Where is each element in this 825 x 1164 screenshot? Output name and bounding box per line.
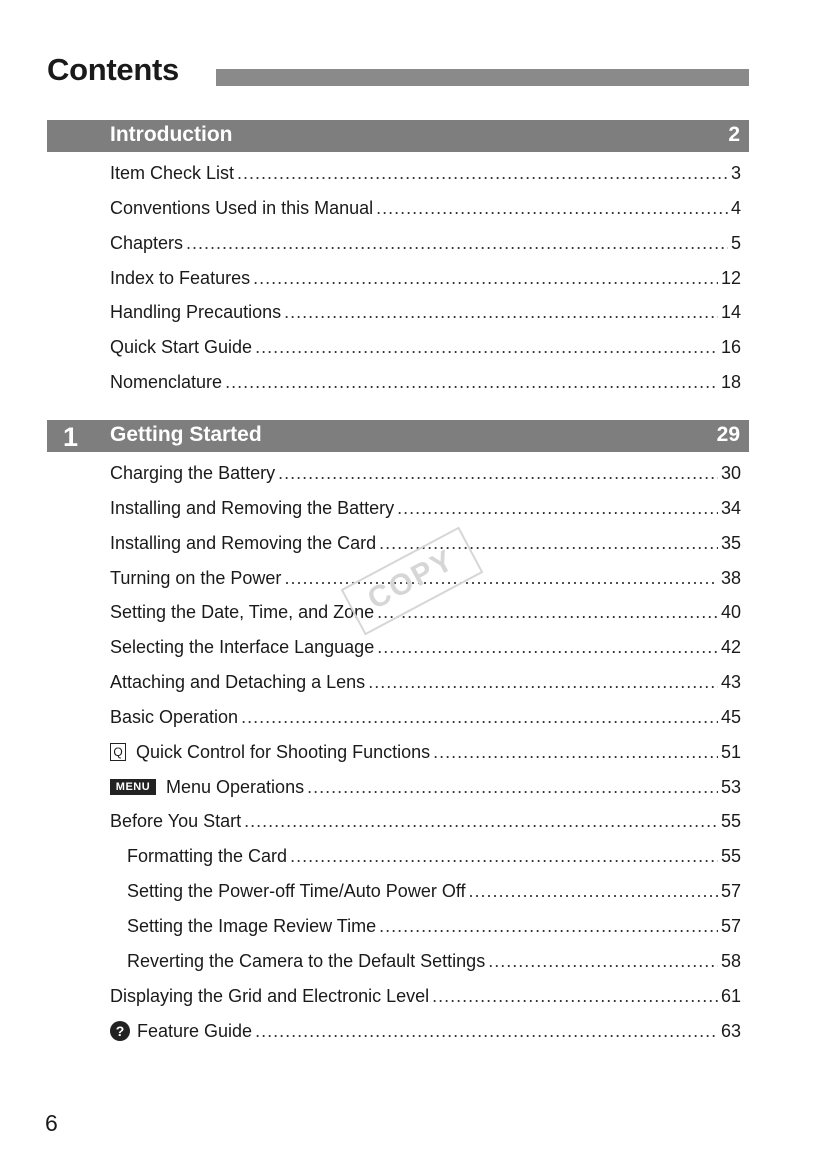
toc-entry-label: Selecting the Interface Language: [110, 637, 375, 658]
toc-entry[interactable]: [110, 197, 741, 232]
toc-list-introduction: [110, 162, 741, 406]
section-page: 2: [728, 123, 740, 146]
toc-entry[interactable]: [110, 497, 741, 532]
toc-entry-label: Quick Control for Shooting Functions: [136, 741, 431, 762]
toc-entry-label-with-icon: [110, 776, 304, 798]
toc-entry-label: Nomenclature: [110, 372, 223, 393]
toc-entry-page: 51: [720, 741, 741, 762]
leader-dots: [186, 232, 728, 254]
quick-control-icon: Q: [110, 743, 126, 761]
toc-entry-label: Setting the Image Review Time: [127, 915, 377, 936]
toc-entry-label: Charging the Battery: [110, 463, 276, 483]
toc-entry[interactable]: [110, 1020, 741, 1055]
toc-entry[interactable]: [110, 232, 741, 267]
toc-entry-label: Item Check List: [110, 163, 235, 183]
toc-entry[interactable]: [110, 776, 741, 811]
toc-entry-page: 45: [720, 706, 741, 727]
toc-entry-label: Handling Precautions: [110, 302, 282, 323]
leader-dots: [432, 985, 718, 1007]
toc-entry-page: 35: [720, 532, 741, 553]
section-title: Getting Started: [110, 423, 262, 446]
toc-entry-label: Index to Features: [110, 267, 251, 288]
toc-entry-label: Installing and Removing the Card: [110, 532, 377, 553]
toc-entry-label: Chapters: [110, 232, 184, 253]
toc-entry-label: Reverting the Camera to the Default Settings: [127, 950, 486, 971]
leader-dots: [244, 810, 718, 832]
toc-entry-page: 61: [720, 985, 741, 1006]
toc-entry[interactable]: [110, 601, 741, 636]
toc-entry[interactable]: [110, 706, 741, 741]
toc-entry[interactable]: [110, 985, 741, 1020]
toc-entry[interactable]: [110, 810, 741, 845]
toc-entry-label: Quick Start Guide: [110, 337, 253, 358]
toc-entry-page: 55: [720, 846, 741, 867]
toc-entry-page: 63: [720, 1020, 741, 1041]
toc-entry-label: Attaching and Detaching a Lens: [110, 672, 366, 693]
toc-entry[interactable]: [110, 162, 741, 197]
section-header-getting-started[interactable]: [47, 420, 749, 452]
toc-entry-page: 14: [720, 302, 741, 323]
toc-entry-page: 4: [730, 197, 741, 218]
toc-subentry[interactable]: [110, 880, 741, 915]
toc-entry-page: 38: [720, 567, 741, 588]
toc-entry[interactable]: [110, 301, 741, 336]
toc-entry[interactable]: [110, 636, 741, 671]
section-title: Introduction: [110, 123, 233, 146]
toc-subentry[interactable]: [110, 915, 741, 950]
toc-entry-label: Setting the Power-off Time/Auto Power Off: [127, 881, 466, 902]
section-header-introduction[interactable]: [47, 120, 749, 152]
toc-entry-page: 18: [720, 372, 741, 393]
toc-entry-label-with-icon: [110, 1020, 252, 1042]
toc-entry-label: Installing and Removing the Battery: [110, 497, 395, 518]
copy-watermark: COPY: [341, 527, 484, 636]
leader-dots: [255, 1020, 718, 1042]
leader-dots: [307, 776, 718, 798]
toc-entry-page: 57: [720, 915, 741, 936]
toc-entry-page: 42: [720, 637, 741, 658]
toc-entry[interactable]: [110, 741, 741, 776]
leader-dots: [376, 197, 728, 219]
toc-entry-label: Before You Start: [110, 811, 242, 832]
toc-entry[interactable]: [110, 462, 741, 497]
leader-dots: [237, 162, 728, 184]
section-number: 1: [63, 422, 79, 452]
toc-entry-label: Menu Operations: [166, 776, 305, 797]
leader-dots: [284, 301, 718, 323]
toc-entry-label: Formatting the Card: [127, 846, 288, 867]
leader-dots: [488, 950, 718, 972]
toc-entry-page: 5: [730, 232, 741, 253]
toc-entry-page: 16: [720, 337, 741, 358]
toc-entry-page: 55: [720, 811, 741, 832]
toc-entry-label: Displaying the Grid and Electronic Level: [110, 985, 430, 1006]
toc-entry-page: 43: [720, 672, 741, 693]
leader-dots: [397, 497, 718, 519]
toc-entry[interactable]: [110, 671, 741, 706]
leader-dots: [433, 741, 718, 763]
leader-dots: [379, 915, 718, 937]
toc-entry[interactable]: [110, 336, 741, 371]
toc-subentry[interactable]: [110, 845, 741, 880]
toc-entry-page: 3: [730, 163, 741, 183]
menu-icon: MENU: [110, 779, 156, 795]
toc-entry-label: Feature Guide: [137, 1020, 253, 1041]
leader-dots: [253, 267, 718, 289]
page-number: 6: [45, 1110, 58, 1136]
leader-dots: [377, 601, 718, 623]
toc-entry-page: 57: [720, 881, 741, 902]
toc-entry-page: 30: [720, 463, 741, 483]
toc-subentry[interactable]: [110, 950, 741, 985]
contents-header: [47, 52, 749, 96]
leader-dots: [377, 636, 718, 658]
leader-dots: [368, 671, 718, 693]
toc-entry-label: Setting the Date, Time, and Zone: [110, 602, 375, 623]
feature-guide-icon: ?: [110, 1021, 130, 1041]
leader-dots: [278, 462, 718, 484]
section-page: 29: [716, 423, 740, 446]
leader-dots: [469, 880, 718, 902]
title-rule: [216, 69, 749, 86]
toc-entry-page: 53: [720, 776, 741, 797]
toc-entry[interactable]: [110, 371, 741, 406]
toc-entry-label: Turning on the Power: [110, 567, 282, 588]
toc-entry-label: Conventions Used in this Manual: [110, 197, 374, 218]
toc-entry-label: Basic Operation: [110, 706, 239, 727]
leader-dots: [290, 845, 718, 867]
page-title: Contents: [47, 52, 179, 87]
toc-entry[interactable]: [110, 267, 741, 302]
toc-entry-page: 12: [720, 267, 741, 288]
toc-entry-label-with-icon: [110, 741, 430, 763]
leader-dots: [241, 706, 718, 728]
toc-entry-page: 40: [720, 602, 741, 623]
toc-entry-page: 34: [720, 497, 741, 518]
toc-entry-page: 58: [720, 950, 741, 971]
leader-dots: [225, 371, 718, 393]
leader-dots: [255, 336, 718, 358]
